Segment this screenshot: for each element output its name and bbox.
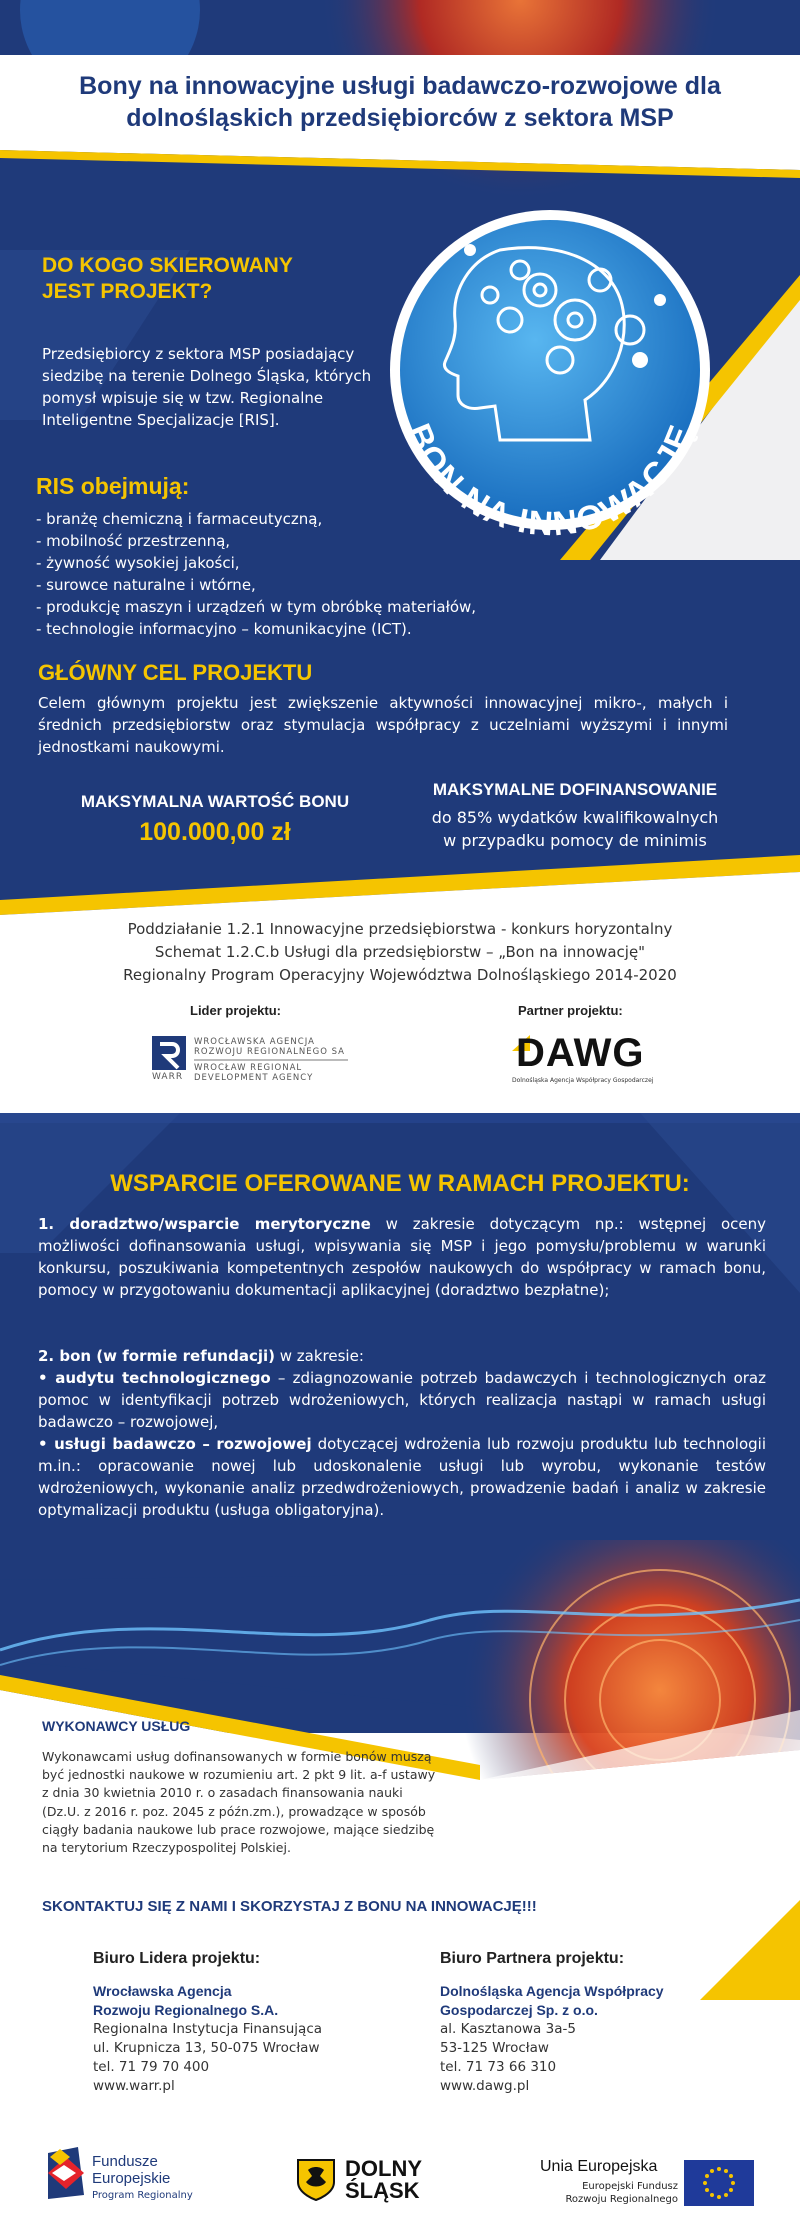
program-info <box>0 918 800 987</box>
page-title: Bony na innowacyjne usługi badawczo-rozwojowe dla dolnośląskich przedsiębiorców z sektora MSP <box>79 72 721 132</box>
eu-flag-icon <box>684 2160 754 2206</box>
lider-label: Lider projektu: <box>190 1003 282 1018</box>
lider-office <box>93 1982 393 2096</box>
support-item-text: dotyczącej wdrożenia lub rozwoju produktu lub technologii m.in.: opracowanie nowej lub udoskonalenie usługi lub wyrobu, wykonanie testów wdrożeniowych, wykonanie analiz przedwdrożeniowych, prowadzenie badań i analiz w zakresie optymalizacji produktu (usługa obligatoryjna). <box>38 1435 766 1519</box>
support-list-item <box>38 1367 766 1433</box>
warr-pl-line: ROZWOJU REGIONALNEGO SA <box>194 1047 345 1057</box>
efrr-line: Rozwoju Regionalnego <box>565 2194 678 2205</box>
lider-website-link[interactable]: www.warr.pl <box>93 2078 175 2094</box>
ris-item: - produkcję maszyn i urządzeń w tym obróbkę materiałów, <box>36 598 477 616</box>
target-heading: DO KOGO SKIEROWANY JEST PROJEKT? <box>42 254 293 303</box>
efrr-line: Europejski Fundusz <box>582 2181 678 2192</box>
ris-heading: RIS obejmują: <box>36 473 190 499</box>
program-line: Poddziałanie 1.2.1 Innowacyjne przedsiębiorstwa - konkurs horyzontalny <box>127 920 673 938</box>
fe-line: Europejskie <box>92 2170 171 2187</box>
support-item-text: – zdiagnozowanie potrzeb badawczych i technologicznych oraz pomoc w identyfikacji potrzeb wdrożeniowych, których realizacja nastąpi w ramach usługi badawczo – rozwojowej, <box>38 1369 767 1431</box>
support-list-item <box>38 1433 766 1521</box>
support-paragraph-2 <box>38 1345 766 1367</box>
warr-pl-name <box>194 1037 345 1057</box>
lider-info-line: Regionalna Instytucja Finansująca <box>93 2021 323 2037</box>
ds-line: ŚLĄSK <box>345 2178 420 2203</box>
lider-address: ul. Krupnicza 13, 50-075 Wrocław <box>93 2040 320 2056</box>
partner-city: 53-125 Wrocław <box>440 2040 549 2056</box>
ds-line: DOLNY <box>345 2156 422 2181</box>
cofinancing-text <box>395 806 755 852</box>
efrr-text <box>558 2180 678 2206</box>
bon-value-label: MAKSYMALNA WARTOŚĆ BONU <box>80 792 350 811</box>
support-list <box>38 1367 766 1521</box>
fundusze-europejskie-text <box>92 2153 212 2187</box>
support-item-bold: • usługi badawczo – rozwojowej <box>38 1435 312 1453</box>
warr-pl-line: WROCŁAWSKA AGENCJA <box>194 1037 315 1047</box>
warr-logo <box>150 1034 350 1086</box>
partner-website-link[interactable]: www.dawg.pl <box>440 2078 530 2094</box>
program-line: Regionalny Program Operacyjny Województwa Dolnośląskiego 2014-2020 <box>123 966 677 984</box>
partner-name-line: Gospodarczej Sp. z o.o. <box>440 2002 598 2018</box>
support-p2-text: w zakresie: <box>274 1347 364 1365</box>
warr-en-line: DEVELOPMENT AGENCY <box>194 1073 314 1083</box>
partner-office-heading: Biuro Partnera projektu: <box>440 1950 625 1967</box>
support-p1-text: w zakresie dotyczącym np.: wstępnej oceny możliwości dofinansowania usługi, wpisywania się MSP i jego pomysłu/problemu w warunki konkursu, poszukiwania kompetentnych zespołów naukowych do współpracy w ramach bonu, pomocy w przygotowaniu dokumentacji aplikacyjnej (doradztwo bezpłatne); <box>38 1215 766 1299</box>
lider-name-line: Wrocławska Agencja <box>93 1983 232 1999</box>
hero-section <box>0 0 800 940</box>
support-p1-bold: 1. doradztwo/wsparcie merytoryczne <box>38 1215 371 1233</box>
partner-office <box>440 1982 740 2096</box>
executors-text: Wykonawcami usług dofinansowanych w formie bonów muszą być jednostki naukowe w rozumieniu art. 2 pkt 9 lit. a-f ustawy z dnia 30 kwietnia 2010 r. o zasadach finansowania nauki (Dz.U. z 2016 r. poz. 2045 z późn.zm.), prowadzące w sposób ciągły badania naukowe lub prace rozwojowe, mające siedzibę na terytorium Rzeczypospolitej Polskiej. <box>42 1749 436 1856</box>
warr-en-line: WROCŁAW REGIONAL <box>194 1063 303 1073</box>
dolny-slask-text <box>345 2158 465 2202</box>
ris-item: - mobilność przestrzenną, <box>36 532 231 550</box>
unia-europejska-text: Unia Europejska <box>540 2158 658 2175</box>
dawg-subtitle: Dolnośląska Agencja Współpracy Gospodarczej <box>512 1077 654 1084</box>
partner-phone: tel. 71 73 66 310 <box>440 2059 557 2075</box>
goal-text: Celem głównym projektu jest zwiększenie aktywności innowacyjnej mikro-, małych i średnich przedsiębiorstw oraz stymulacja współpracy z uczelniami wyższymi i innymi jednostkami naukowymi. <box>38 694 728 756</box>
program-regionalny-text: Program Regionalny <box>92 2190 193 2201</box>
lider-name-line: Rozwoju Regionalnego S.A. <box>93 2002 279 2018</box>
ris-item: - technologie informacyjno – komunikacyjne (ICT). <box>36 620 412 638</box>
bon-value: 100.000,00 zł <box>139 818 291 846</box>
support-p2-bold: 2. bon (w formie refundacji) <box>38 1347 275 1365</box>
dawg-logo <box>512 1033 652 1087</box>
badge-text: BON NA INNOWACJĘ <box>398 418 702 544</box>
support-item-bold: • audytu technologicznego <box>38 1369 271 1387</box>
warr-en-name <box>194 1063 313 1083</box>
cofinancing-line: w przypadku pomocy de minimis <box>443 831 707 850</box>
cofinancing-line: do 85% wydatków kwalifikowalnych <box>431 808 719 827</box>
ris-item: - żywność wysokiej jakości, <box>36 554 240 572</box>
program-line: Schemat 1.2.C.b Usługi dla przedsiębiorstw – „Bon na innowację" <box>154 943 646 961</box>
support-heading: WSPARCIE OFEROWANE W RAMACH PROJEKTU: <box>110 1170 690 1197</box>
ris-item: - surowce naturalne i wtórne, <box>36 576 256 594</box>
lider-office-heading: Biuro Lidera projektu: <box>93 1950 261 1967</box>
support-paragraph-1 <box>38 1213 766 1301</box>
fe-line: Fundusze <box>92 2153 158 2170</box>
partner-name-line: Dolnośląska Agencja Współpracy <box>440 1983 664 1999</box>
dawg-mark: DAWG <box>516 1031 645 1075</box>
cofinancing-label: MAKSYMALNE DOFINANSOWANIE <box>432 780 718 799</box>
goal-heading: GŁÓWNY CEL PROJEKTU <box>38 660 313 685</box>
target-text: Przedsiębiorcy z sektora MSP posiadający siedzibę na terenie Dolnego Śląska, których pomysł wpisuje się w tzw. Regionalne Inteligentne Specjalizacje [RIS]. <box>42 345 372 429</box>
ris-list <box>36 508 596 640</box>
ris-item: - branżę chemiczną i farmaceutyczną, <box>36 510 323 528</box>
lider-phone: tel. 71 79 70 400 <box>93 2059 210 2075</box>
dolny-slask-crest-icon <box>296 2158 336 2202</box>
partner-address: al. Kasztanowa 3a-5 <box>440 2021 576 2037</box>
executors-heading: WYKONAWCY USŁUG <box>42 1718 191 1734</box>
partner-label: Partner projektu: <box>518 1003 623 1018</box>
contact-heading: SKONTAKTUJ SIĘ Z NAMI I SKORZYSTAJ Z BONU NA INNOWACJĘ!!! <box>42 1898 537 1915</box>
warr-mark: WARR <box>152 1072 184 1082</box>
